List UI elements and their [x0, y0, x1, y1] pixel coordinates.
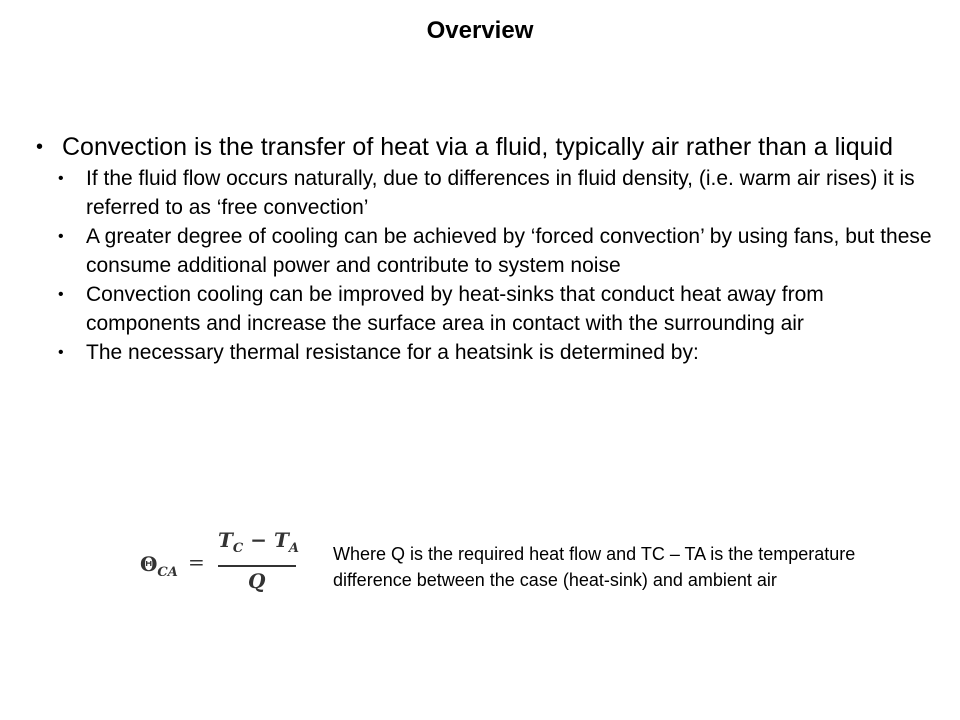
sub-bullet — [36, 165, 936, 222]
formula-fraction-bar — [218, 565, 296, 567]
formula-lhs-subscript: CA — [157, 565, 178, 580]
main-bullet — [36, 132, 936, 163]
main-bullet-text: Convection is the transfer of heat via a fluid, typically air rather than a liquid — [62, 133, 893, 161]
formula-lhs — [140, 552, 178, 580]
formula-theta-symbol: Θ — [140, 552, 158, 576]
sub-bullet — [36, 339, 936, 368]
sub-bullet-text: Convection cooling can be improved by heat-sinks that conduct heat away from components and increase the surface area in contact with the surrounding air — [86, 283, 824, 335]
thermal-resistance-formula — [140, 528, 310, 598]
sub-bullet — [36, 223, 936, 280]
bullet-list — [36, 132, 936, 369]
bullet-dot-icon: • — [58, 228, 64, 245]
formula-denominator: Q — [248, 569, 266, 593]
formula-minus: − — [250, 528, 267, 552]
sub-bullet-text: The necessary thermal resistance for a heatsink is determined by: — [86, 341, 699, 364]
sub-bullet — [36, 281, 936, 338]
bullet-dot-icon: • — [58, 344, 64, 361]
bullet-dot-icon: • — [36, 136, 44, 158]
slide-title: Overview — [426, 17, 534, 44]
formula-num-b: T — [273, 528, 289, 552]
formula-num-a: T — [218, 528, 233, 552]
sub-bullet-text: If the fluid flow occurs naturally, due to differences in fluid density, (i.e. warm air rises) it is referred to as ‘free convection’ — [86, 167, 915, 219]
bullet-dot-icon: • — [58, 286, 64, 303]
formula-numerator — [218, 528, 299, 556]
bullet-dot-icon: • — [58, 170, 64, 187]
formula-explanation: Where Q is the required heat flow and TC – TA is the temperature difference between the case (heat-sink) and ambient air — [333, 544, 856, 590]
formula-equals: = — [188, 550, 205, 574]
formula-num-b-subscript: A — [288, 541, 299, 556]
sub-bullet-text: A greater degree of cooling can be achieved by ‘forced convection’ by using fans, but these consume additional power and contribute to system noise — [86, 225, 932, 277]
formula-num-a-subscript: C — [232, 541, 244, 556]
